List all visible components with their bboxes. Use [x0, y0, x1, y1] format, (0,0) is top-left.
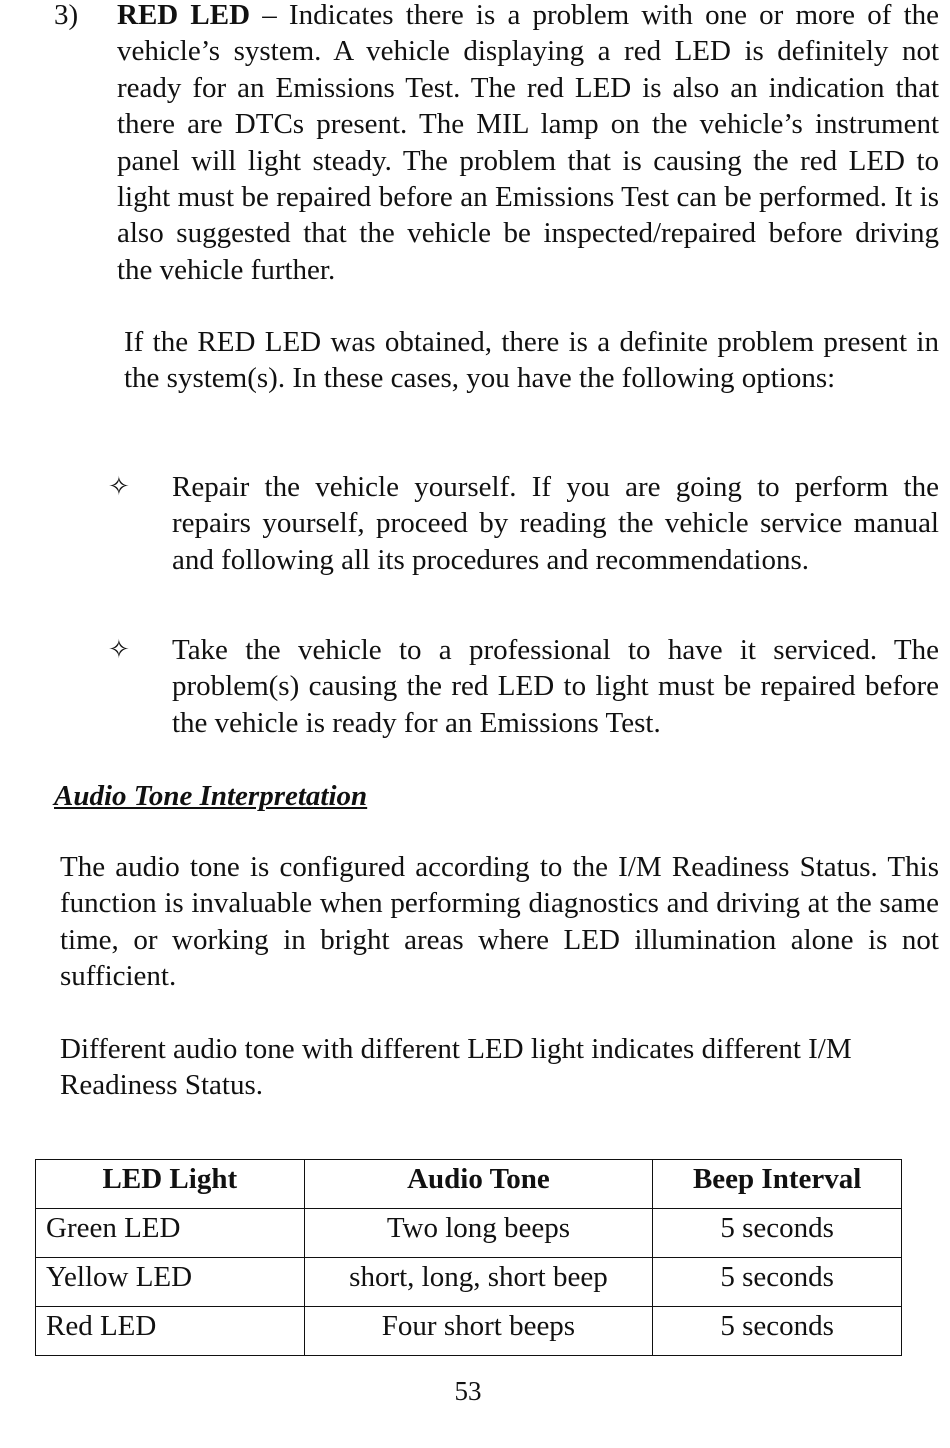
star-bullet-icon: ✧	[108, 472, 130, 502]
cell-audio-tone: Four short beeps	[304, 1307, 653, 1356]
star-bullet-icon: ✧	[108, 635, 130, 665]
cell-beep-interval: 5 seconds	[653, 1307, 902, 1356]
red-led-text: – Indicates there is a problem with one or more of the vehicle’s system. A vehicle displaying a red LED is definitely not ready for an Emissions Test. The red LED is also an indication that there are DTCs present. The MIL lamp on the vehicle’s instrument panel will light steady. The problem that is causing the red LED to light must be repaired before an Emissions Test can be performed. It is also suggested that the vehicle be inspected/repaired before driving the vehicle further.	[117, 0, 940, 286]
cell-audio-tone: short, long, short beep	[304, 1258, 653, 1307]
option-text: Take the vehicle to a professional to have it serviced. The problem(s) causing the red LED to light must be repaired before the vehicle is ready for an Emissions Test.	[172, 634, 939, 739]
red-led-description	[117, 0, 939, 288]
table-header-row	[36, 1160, 902, 1209]
table-row	[36, 1209, 902, 1258]
audio-tone-table	[35, 1159, 902, 1356]
list-number: 3)	[54, 0, 79, 31]
cell-led-light: Green LED	[36, 1209, 305, 1258]
audio-paragraph-1: The audio tone is configured according to the I/M Readiness Status. This function is invaluable when performing diagnostics and driving at the same time, or working in bright areas where LED illumination alone is not sufficient.	[60, 851, 939, 993]
red-led-options-intro: If the RED LED was obtained, there is a definite problem present in the system(s). In these cases, you have the following options:	[124, 326, 939, 395]
header-audio-tone: Audio Tone	[304, 1160, 653, 1209]
page-number: 53	[454, 1376, 482, 1406]
red-led-term: RED LED	[117, 0, 251, 31]
audio-paragraph-2: Different audio tone with different LED light indicates different I/M Readiness Status.	[60, 1033, 852, 1102]
cell-beep-interval: 5 seconds	[653, 1209, 902, 1258]
table-row	[36, 1307, 902, 1356]
section-heading: Audio Tone Interpretation	[54, 780, 368, 812]
cell-audio-tone: Two long beeps	[304, 1209, 653, 1258]
cell-led-light: Yellow LED	[36, 1258, 305, 1307]
option-text: Repair the vehicle yourself. If you are going to perform the repairs yourself, proceed by reading the vehicle service manual and following all its procedures and recommendations.	[172, 471, 939, 576]
cell-beep-interval: 5 seconds	[653, 1258, 902, 1307]
header-led-light: LED Light	[36, 1160, 305, 1209]
cell-led-light: Red LED	[36, 1307, 305, 1356]
table-row	[36, 1258, 902, 1307]
header-beep-interval: Beep Interval	[653, 1160, 902, 1209]
